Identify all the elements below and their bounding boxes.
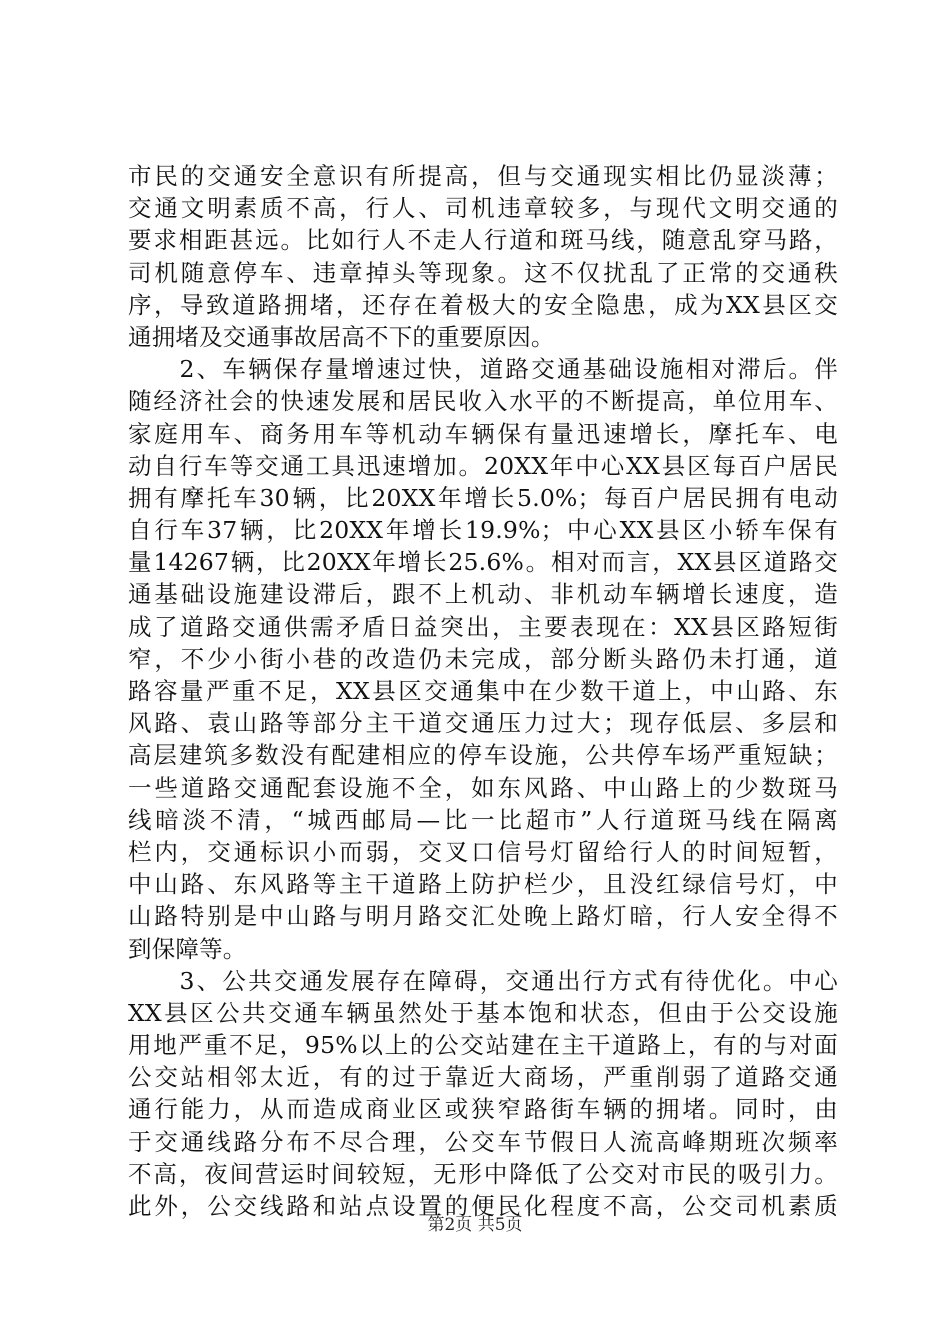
text-line: 家庭用车、商务用车等机动车辆保有量迅速增长，摩托车、电 (128, 419, 838, 448)
text-line: 2、车辆保存量增速过快，道路交通基础设施相对滞后。伴 (128, 355, 838, 384)
text-line: 成了道路交通供需矛盾日益突出，主要表现在：XX县区路短街 (128, 612, 838, 641)
text-line: 通拥堵及交通事故居高不下的重要原因。 (128, 322, 555, 351)
text-line: 不高，夜间营运时间较短，无形中降低了公交对市民的吸引力。 (128, 1159, 838, 1188)
text-line: 自行车37辆，比20XX年增长19.9%；中心XX县区小轿车保有 (128, 516, 838, 545)
text-line: 市民的交通安全意识有所提高，但与交通现实相比仍显淡薄； (128, 162, 838, 190)
text-line: 公交站相邻太近，有的过于靠近大商场，严重削弱了道路交通 (128, 1063, 838, 1092)
text-line: XX县区公共交通车辆虽然处于基本饱和状态，但由于公交设施 (128, 998, 838, 1027)
text-line: 高层建筑多数没有配建相应的停车设施，公共停车场严重短缺； (128, 741, 838, 770)
text-line: 序，导致道路拥堵，还存在着极大的安全隐患，成为XX县区交 (128, 290, 838, 319)
text-line: 栏内，交通标识小而弱，交叉口信号灯留给行人的时间短暂， (128, 837, 838, 866)
text-line: 交通文明素质不高，行人、司机违章较多，与现代文明交通的 (128, 194, 838, 223)
text-line: 通行能力，从而造成商业区或狭窄路街车辆的拥堵。同时，由 (128, 1095, 838, 1124)
text-line: 用地严重不足，95%以上的公交站建在主干道路上，有的与对面 (128, 1031, 838, 1060)
text-line: 到保障等。 (128, 934, 247, 963)
text-line: 路容量严重不足，XX县区交通集中在少数干道上，中山路、东 (128, 677, 838, 705)
text-line: 要求相距甚远。比如行人不走人行道和斑马线，随意乱穿马路， (128, 226, 838, 255)
text-line: 动自行车等交通工具迅速增加。20XX年中心XX县区每百户居民 (128, 451, 838, 480)
text-line: 中山路、东风路等主干道路上防护栏少，且没红绿信号灯，中 (128, 870, 838, 899)
text-line: 山路特别是中山路与明月路交汇处晚上路灯暗，行人安全得不 (128, 902, 838, 931)
text-line: 线暗淡不清，“城西邮局—比一比超市”人行道斑马线在隔离 (128, 805, 838, 834)
body-text (128, 160, 838, 1222)
text-line: 司机随意停车、违章掉头等现象。这不仅扰乱了正常的交通秩 (128, 258, 838, 287)
text-line: 一些道路交通配套设施不全，如东风路、中山路上的少数斑马 (128, 773, 838, 802)
text-line: 量14267辆，比20XX年增长25.6%。相对而言，XX县区道路交 (128, 548, 838, 577)
text-line: 风路、袁山路等部分主干道交通压力过大；现存低层、多层和 (128, 709, 838, 738)
text-line: 于交通线路分布不尽合理，公交车节假日人流高峰期班次频率 (128, 1127, 838, 1156)
page-footer (0, 1213, 950, 1237)
text-line: 通基础设施建设滞后，跟不上机动、非机动车辆增长速度，造 (128, 580, 838, 609)
text-line: 窄，不少小街小巷的改造仍未完成，部分断头路仍未打通，道 (128, 644, 838, 673)
text-line: 3、公共交通发展存在障碍，交通出行方式有待优化。中心 (128, 966, 838, 995)
text-line: 拥有摩托车30辆，比20XX年增长5.0%；每百户居民拥有电动 (128, 483, 838, 512)
text-line: 此外，公交线路和站点设置的便民化程度不高，公交司机素质 (128, 1192, 838, 1220)
page-number-label: 第2页 共5页 (427, 1215, 523, 1235)
text-line: 随经济社会的快速发展和居民收入水平的不断提高，单位用车、 (128, 387, 838, 416)
